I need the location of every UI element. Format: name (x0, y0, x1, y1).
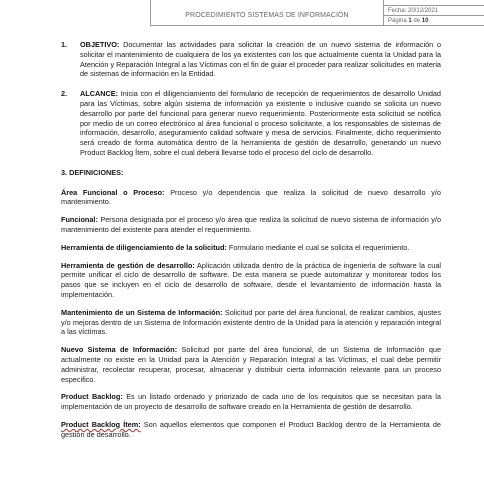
section-label: OBJETIVO: (80, 40, 120, 49)
definition-item (61, 215, 441, 235)
definition-term: Funcional: (61, 215, 98, 225)
page-of: de (413, 18, 421, 24)
header-date (384, 6, 484, 16)
definition-term: Herramienta de gestión de desarrollo: (61, 260, 195, 270)
section-alcance (61, 89, 441, 158)
document-body (61, 38, 441, 448)
section-text: Inicia con el diligenciamiento del formulario de recepción de requerimientos de desarrollo Unidad para las Víctimas, sobre algún sistema de información ya existente o inclusive cuando se solicita un nuevo desarrollo por parte del funcional para generar nuevo requerimiento. Posteriormente esta solicitud se notifica por medio de un correo electrónico al área funcional o proceso solicitante, a los responsables de sistemas de información, desarrollo, aseguramiento calidad software y mesa de servicios. Finalmente, dicho requerimiento será creado de forma automática dentro de la herramienta de gestión de desarrollo, generando un nuevo Product Backlog Ítem, sobre el cual deberá llevarse todo el proceso del ciclo de desarrollo. (80, 89, 441, 157)
definition-text: Es un listado ordenado y priorizado de cada uno de los requisitos que se necesitan para la implementación de un proyecto de desarrollo de software creado en la Herramienta de gestión de desarrollo. (61, 392, 441, 412)
header-date-label: Fecha: 20/12/2021 (388, 7, 439, 14)
section-definiciones-heading: 3. DEFINICIONES: (61, 167, 124, 177)
definition-term: Herramienta de diligenciamiento de la solicitud: (61, 242, 227, 252)
section-label: ALCANCE: (80, 89, 119, 99)
header-meta-cell (384, 0, 484, 26)
definition-item (61, 420, 441, 440)
definition-text: Solicitud por parte del área funcional, de realizar cambios, ajustes y/o mejoras dentro de un Sistema de Información existente dentro de la Unidad para la atención y reparación integral a las víctimas. (61, 307, 441, 337)
definition-item (61, 392, 441, 412)
definition-item (61, 243, 441, 253)
definition-text: Son aquellos elementos que componen el Product Backlog dentro de la Herramienta de gestión de desarrollo. (61, 419, 441, 439)
document-header (150, 0, 484, 26)
definition-text: Formulario mediante el cual se solicita el requerimiento. (228, 242, 410, 252)
definition-term: Product Backlog: (61, 392, 123, 402)
section-objetivo (61, 40, 441, 79)
definition-term: Área Funcional o Proceso: (61, 187, 165, 197)
definition-term: Mantenimiento de un Sistema de Información: (61, 307, 223, 317)
section-number: 2. (61, 89, 68, 99)
page-prefix: Página (388, 18, 407, 24)
header-title-cell (151, 0, 384, 26)
definition-term: Nuevo Sistema de Información: (61, 345, 178, 355)
definition-text: Proceso y/o dependencia que realiza la solicitud de nuevo desarrollo y/o mantenimiento. (61, 187, 441, 207)
definition-text: Solicitud por parte del área funcional, de un Sistema de Información que actualmente no existe en la Unidad para la Atención y Reparación Integral a las Víctimas, el cual debe permitir administrar, recolectar recuperar, procesar, almacenar y distribuir cierta información relevante para un proceso especifico. (61, 345, 441, 384)
page-total: 10 (421, 18, 429, 24)
definitions-list (61, 188, 441, 440)
definition-item (61, 261, 441, 300)
header-title: PROCEDIMIENTO SISTEMAS DE INFORMACIÓN (185, 11, 349, 19)
definition-item (61, 308, 441, 337)
header-page-number (384, 16, 484, 26)
section-number: 1. (61, 40, 68, 49)
definition-text: Persona designada por el proceso y/o área que realiza la solicitud de nuevo sistema de información y/o mantenimiento del existente para atender el requerimiento. (61, 215, 442, 234)
page-current: 1 (408, 18, 412, 24)
definition-item (61, 345, 441, 384)
definition-item (61, 188, 441, 208)
definition-text: Aplicación utilizada dentro de la práctica de ingeniería de software la cual permite unificar el ciclo de desarrollo de software. De esta manera se puede automatizar y monitorear todos los pasos que se incluyen en el ciclo de desarrollo de software, desde el levantamiento de información hasta la implementación. (61, 260, 441, 299)
section-text: Documentar las actividades para solicitar la creación de un nuevo sistema de información o solicitar el mantenimiento de cualquiera de los ya existentes con los que actualmente cuenta la Unidad para la Atención y Reparación Integral a las Víctimas con el fin de guiar el proceder para realizar solicitudes en materia de sistemas de información en la Entidad. (80, 40, 441, 79)
definition-term: Product Backlog Ítem: (61, 419, 141, 429)
